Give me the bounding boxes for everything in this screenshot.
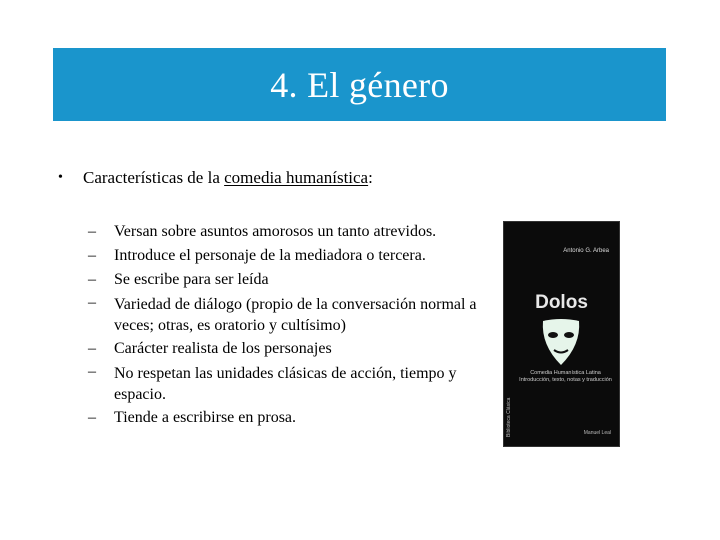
dash-marker: – — [88, 294, 96, 311]
book-publisher: Manuel Leal — [583, 430, 611, 436]
book-subtitle: Comedia Humanística Latina Introducción, texto, notas y traducción — [519, 370, 612, 383]
dash-marker: – — [88, 223, 96, 240]
list-item — [88, 406, 488, 430]
list-item — [88, 244, 488, 268]
list-item-text: No respetan las unidades clásicas de acción, tiempo y espacio. — [114, 365, 457, 403]
dash-marker: – — [88, 271, 96, 288]
list-item-text: Introduce el personaje de la mediadora o tercera. — [114, 247, 426, 264]
list-item — [88, 292, 488, 337]
list-item — [88, 220, 488, 244]
list-item-text: Tiende a escribirse en prosa. — [114, 409, 297, 426]
bullet-dot: • — [58, 170, 63, 185]
bullet-text — [83, 167, 373, 189]
sub-bullet-list — [88, 220, 488, 430]
title-bar — [53, 48, 666, 121]
list-item — [88, 361, 488, 406]
dash-marker: – — [88, 363, 96, 380]
list-item-text: Carácter realista de los personajes — [114, 340, 332, 357]
slide-title: 4. El género — [270, 64, 449, 105]
dash-marker: – — [88, 409, 96, 426]
bullet-suffix: : — [368, 168, 373, 187]
book-title: Dolos — [535, 292, 588, 313]
dash-marker: – — [88, 247, 96, 264]
list-item — [88, 268, 488, 292]
list-item-text: Variedad de diálogo (propio de la conversación normal a veces; otras, es oratorio y cultísimo) — [114, 296, 477, 334]
book-author: Antonio G. Arbea — [563, 248, 609, 254]
book-spine-label: Biblioteca Clásica — [506, 397, 512, 437]
book-cover-image — [503, 221, 620, 447]
list-item-text: Versan sobre asuntos amorosos un tanto atrevidos. — [114, 223, 437, 240]
bullet-emphasis: comedia humanística — [224, 168, 369, 187]
list-item-text: Se escribe para ser leída — [114, 271, 269, 288]
theatre-mask-icon — [539, 317, 583, 367]
bullet-prefix: Características de la — [83, 168, 225, 187]
dash-marker: – — [88, 340, 96, 357]
list-item — [88, 337, 488, 361]
